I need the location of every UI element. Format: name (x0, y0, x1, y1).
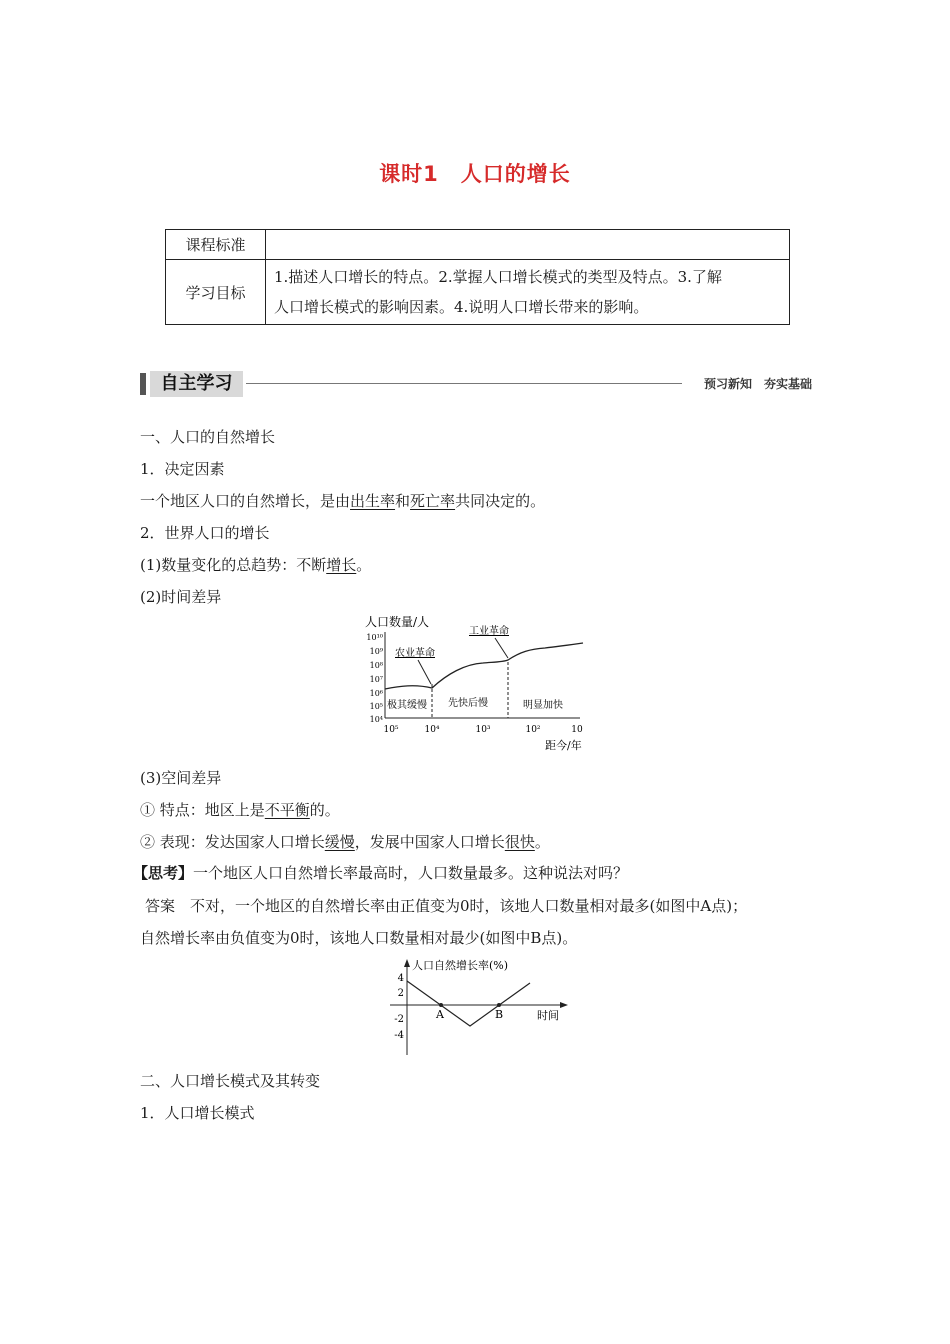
x-tick: 10⁴ (424, 725, 440, 735)
y-tick: 10⁷ (369, 675, 383, 684)
y-tick: 10⁴ (369, 715, 383, 724)
goals-line-2: 人口增长模式的影响因素。4.说明人口增长带来的影响。 (274, 298, 649, 316)
chart1-ylabel: 人口数量/人 (365, 615, 430, 629)
item-time: (2)时间差异 (140, 588, 222, 606)
answer-uneven: 不平衡 (264, 801, 310, 819)
y-tick: 10⁵ (369, 702, 383, 711)
goals-label: 学习目标 (166, 260, 266, 325)
answer-fast: 很快 (504, 833, 535, 851)
chart2-xlabel: 时间 (537, 1009, 559, 1022)
standards-table (165, 229, 790, 325)
phase-label: 明显加快 (523, 700, 563, 711)
banner-tagline: 预习新知 夯实基础 (703, 377, 812, 391)
banner-label: 自主学习 (150, 371, 243, 397)
page-title: 课时1 人口的增长 (379, 162, 571, 186)
growth-rate-line (407, 981, 530, 1026)
x-tick: 10² (525, 725, 541, 735)
growth-rate-chart (360, 955, 575, 1060)
answer-growth: 增长 (326, 556, 357, 574)
chart2-ylabel: 人口自然增长率(%) (412, 959, 509, 972)
standards-label: 课程标准 (166, 230, 266, 260)
section-banner (140, 371, 812, 397)
answer-birth-rate: 出生率 (350, 492, 396, 510)
item-space: (3)空间差异 (140, 769, 222, 787)
answer-line-1: 答案 不对，一个地区的自然增长率由正值变为0时，该地人口数量相对最多(如图中A点)； (145, 897, 748, 915)
y-tick: 10¹⁰ (366, 633, 383, 642)
think-label: 【思考】 (133, 864, 194, 882)
annotation-agri: 农业革命 (395, 648, 435, 659)
sub-heading-factors: 1．决定因素 (140, 460, 225, 478)
goals-line-1: 1.描述人口增长的特点。2.掌握人口增长模式的类型及特点。3.了解 (274, 268, 722, 286)
chart1-xlabel: 距今/年 (545, 739, 582, 752)
y-tick: 2 (397, 988, 404, 999)
answer-death-rate: 死亡率 (410, 492, 456, 510)
think-question: 【思考】一个地区人口自然增长率最高时，人口数量最多。这种说法对吗？ (133, 864, 629, 882)
sub-heading-models: 1．人口增长模式 (140, 1104, 255, 1122)
label-B: B (495, 1008, 504, 1021)
y-tick: 10⁶ (369, 689, 383, 698)
y-tick: 10⁸ (369, 661, 383, 670)
population-chart (355, 612, 605, 757)
point-B (497, 1003, 501, 1007)
sub-heading-world: 2．世界人口的增长 (140, 524, 270, 542)
paragraph-factors: 一个地区人口的自然增长，是由出生率和死亡率共同决定的。 (140, 492, 546, 510)
section1-heading: 一、人口的自然增长 (140, 428, 276, 446)
phase-label: 极其缓慢 (387, 700, 427, 711)
annotation-industrial: 工业革命 (469, 626, 509, 637)
section2-heading: 二、人口增长模式及其转变 (140, 1072, 321, 1090)
item-performance: ② 表现：发达国家人口增长缓慢，发展中国家人口增长很快。 (140, 833, 550, 851)
y-tick: 4 (397, 973, 404, 984)
y-tick: -4 (394, 1030, 404, 1041)
label-A: A (436, 1008, 444, 1021)
point-A (439, 1003, 443, 1007)
answer-slow: 缓慢 (324, 833, 355, 851)
y-tick: -2 (394, 1014, 404, 1025)
banner-bar (140, 373, 146, 395)
x-tick: 10³ (475, 725, 491, 735)
x-tick: 10 (571, 725, 583, 735)
item-trend: (1)数量变化的总趋势：不断增长。 (140, 556, 372, 574)
item-feature: ① 特点：地区上是不平衡的。 (140, 801, 340, 819)
answer-line-2: 自然增长率由负值变为0时，该地人口数量相对最少(如图中B点)。 (140, 929, 578, 947)
banner-rule (246, 383, 682, 384)
x-tick: 10⁵ (383, 725, 399, 735)
standards-value (266, 230, 790, 260)
y-tick: 10⁹ (369, 647, 383, 656)
phase-label: 先快后慢 (448, 698, 488, 709)
goals-value (266, 260, 790, 325)
